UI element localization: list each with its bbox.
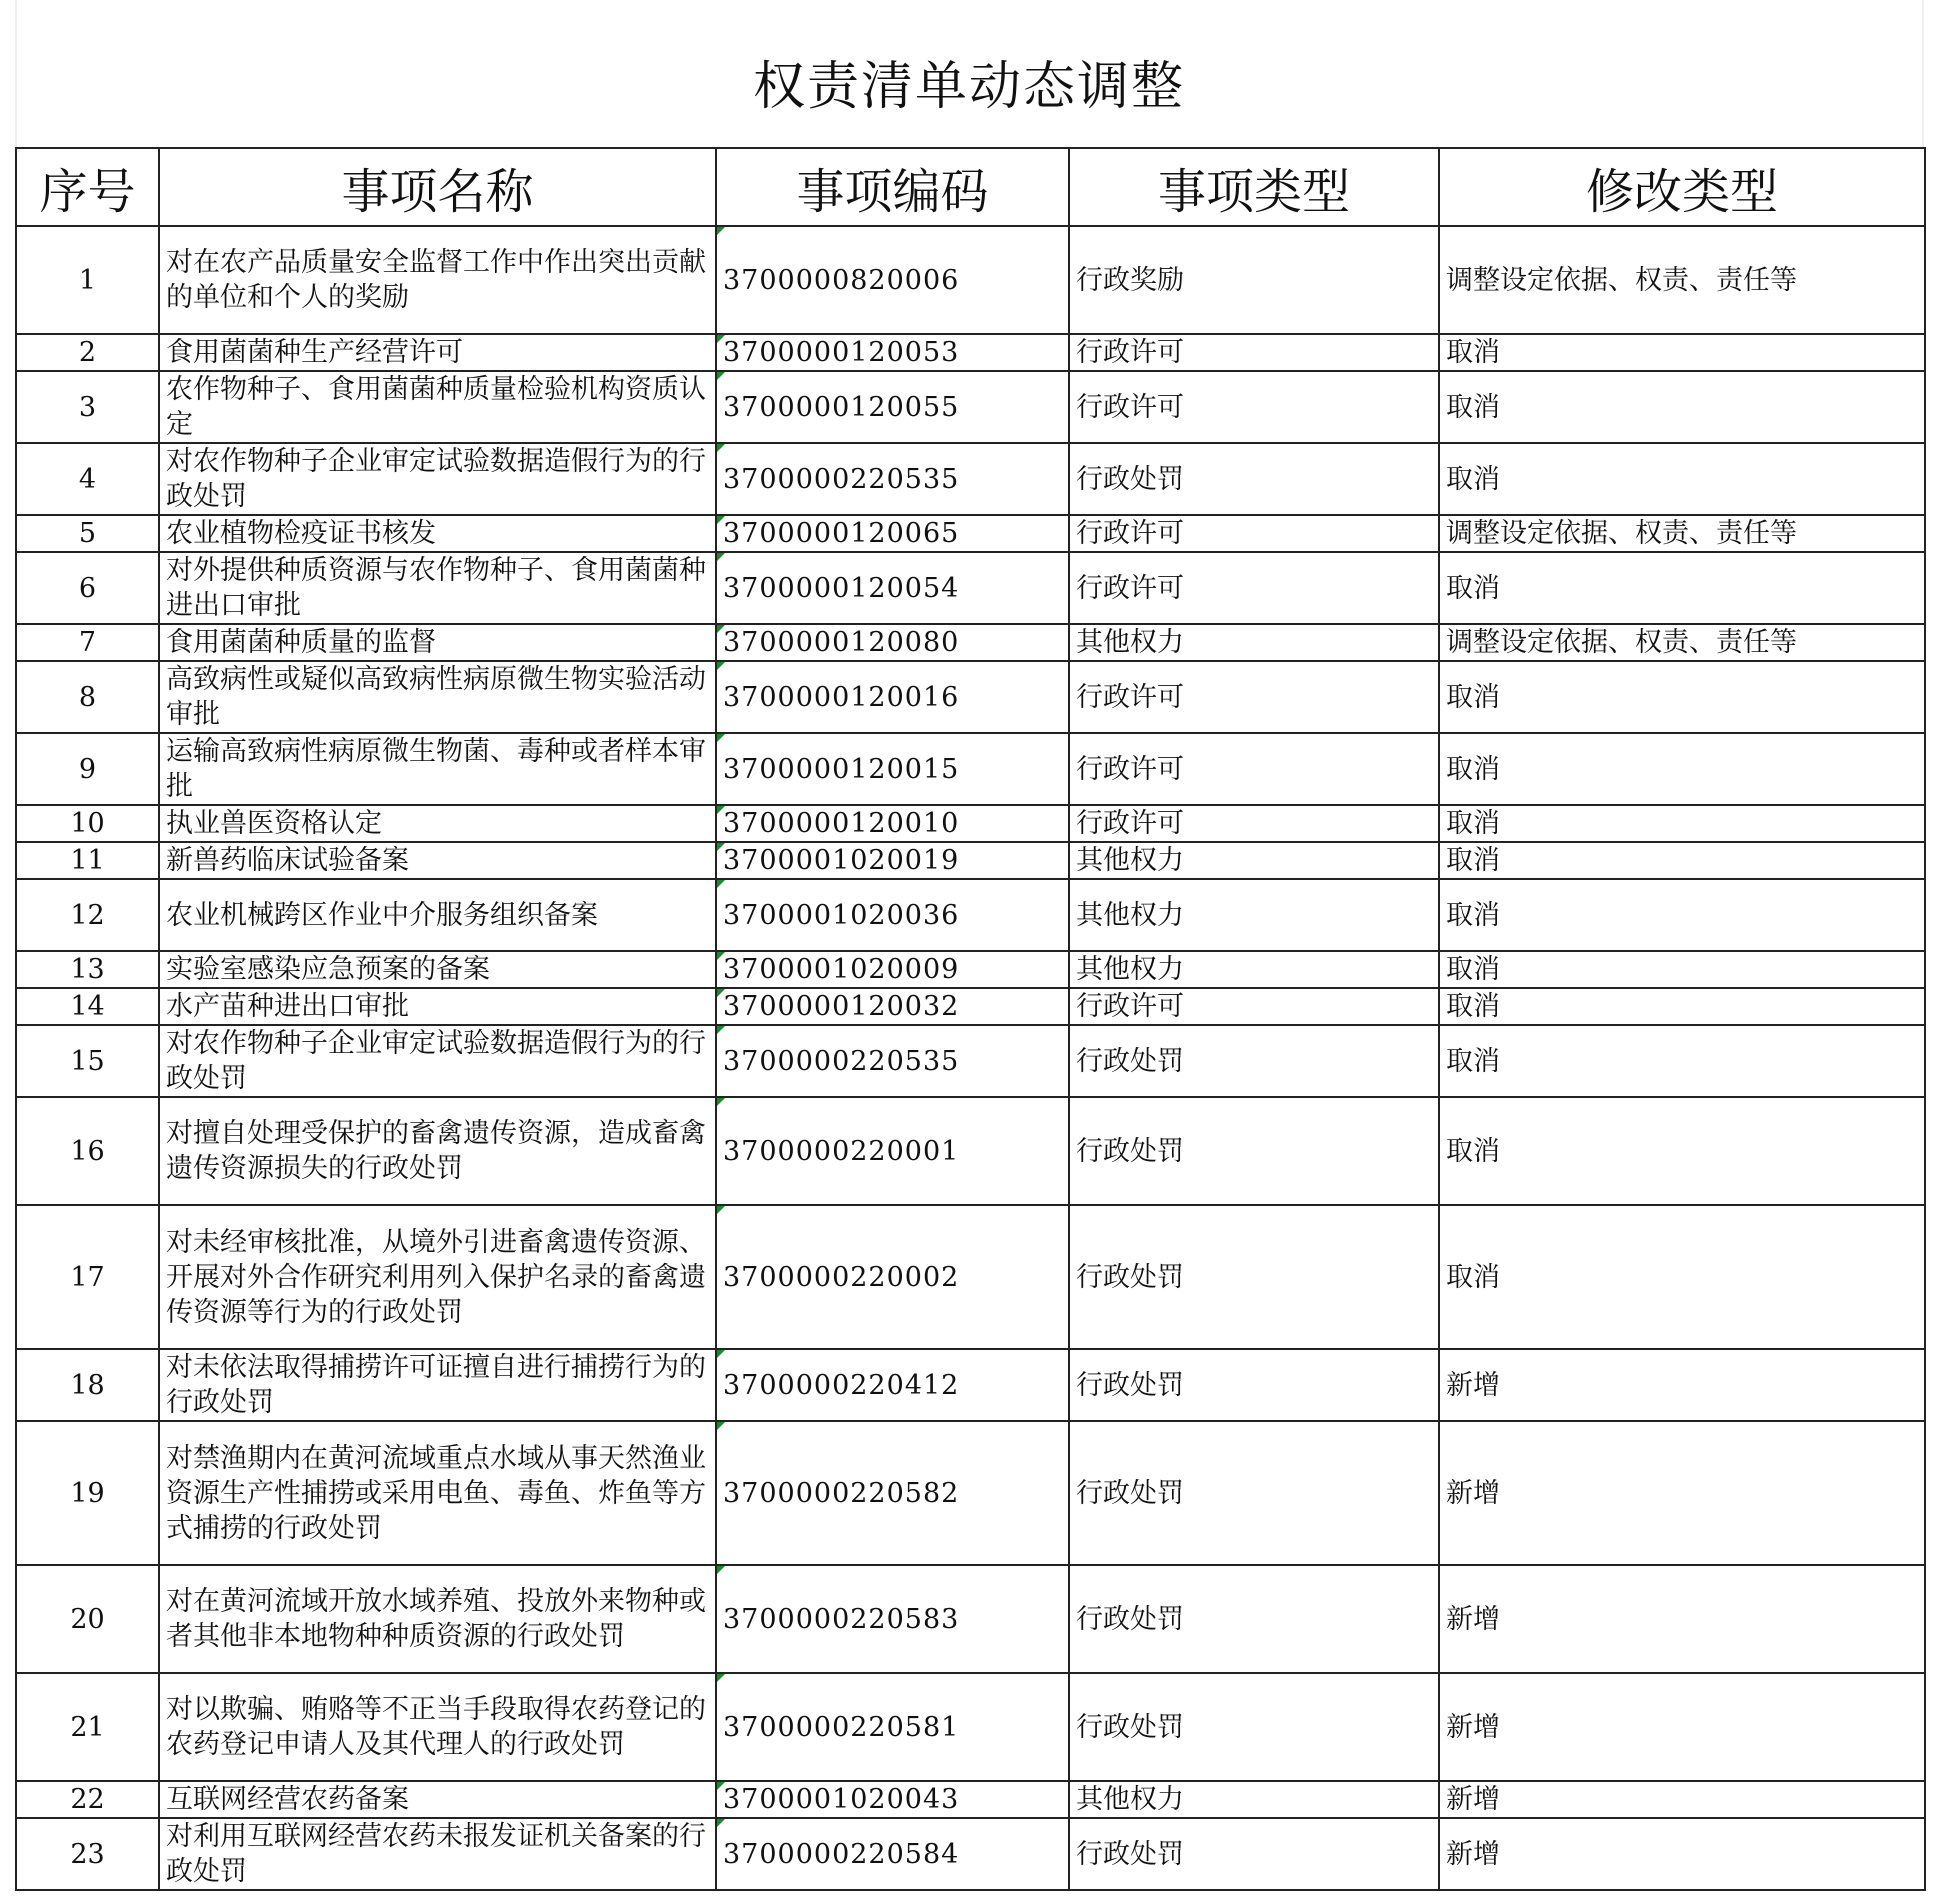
cell-no[interactable]: 23 bbox=[16, 1818, 159, 1890]
cell-name[interactable]: 对在农产品质量安全监督工作中作出突出贡献的单位和个人的奖励 bbox=[159, 226, 716, 334]
cell-code-text: 3700000120010 bbox=[723, 808, 960, 839]
cell-change[interactable]: 取消 bbox=[1439, 842, 1925, 879]
cell-no[interactable]: 5 bbox=[16, 515, 159, 552]
table-row bbox=[16, 515, 1925, 552]
cell-type[interactable]: 行政许可 bbox=[1069, 733, 1439, 805]
cell-type[interactable]: 行政处罚 bbox=[1069, 1349, 1439, 1421]
cell-name[interactable]: 互联网经营农药备案 bbox=[159, 1781, 716, 1818]
cell-type[interactable]: 其他权力 bbox=[1069, 879, 1439, 951]
cell-name[interactable]: 对农作物种子企业审定试验数据造假行为的行政处罚 bbox=[159, 443, 716, 515]
cell-change[interactable]: 取消 bbox=[1439, 334, 1925, 371]
cell-code[interactable] bbox=[716, 1025, 1069, 1097]
table-row bbox=[16, 661, 1925, 733]
cell-type[interactable]: 行政奖励 bbox=[1069, 226, 1439, 334]
cell-code[interactable] bbox=[716, 371, 1069, 443]
cell-note-marker bbox=[717, 989, 725, 997]
table-row bbox=[16, 842, 1925, 879]
table-row bbox=[16, 443, 1925, 515]
cell-no[interactable]: 9 bbox=[16, 733, 159, 805]
table-row bbox=[16, 1781, 1925, 1818]
cell-no[interactable]: 8 bbox=[16, 661, 159, 733]
cell-code[interactable] bbox=[716, 1565, 1069, 1673]
cell-note-marker bbox=[717, 952, 725, 960]
table-row bbox=[16, 226, 1925, 334]
cell-type[interactable]: 行政处罚 bbox=[1069, 443, 1439, 515]
cell-type[interactable]: 行政许可 bbox=[1069, 805, 1439, 842]
cell-note-marker bbox=[717, 372, 725, 380]
cell-code-text: 3700000220412 bbox=[723, 1369, 960, 1401]
page-title: 权责清单动态调整 bbox=[752, 57, 1185, 117]
cell-change[interactable]: 取消 bbox=[1439, 733, 1925, 805]
cell-code[interactable] bbox=[716, 805, 1069, 842]
table-row bbox=[16, 1565, 1925, 1673]
cell-type[interactable]: 行政处罚 bbox=[1069, 1097, 1439, 1205]
cell-note-marker bbox=[717, 1566, 725, 1574]
cell-no[interactable]: 15 bbox=[16, 1025, 159, 1097]
header-name: 事项名称 bbox=[159, 148, 716, 226]
cell-type[interactable]: 行政许可 bbox=[1069, 334, 1439, 371]
cell-type[interactable]: 行政处罚 bbox=[1069, 1565, 1439, 1673]
cell-code-text: 3700000120016 bbox=[723, 681, 960, 713]
cell-code-text: 3700000220581 bbox=[723, 1711, 960, 1743]
cell-note-marker bbox=[717, 1206, 725, 1214]
cell-name[interactable]: 对在黄河流域开放水域养殖、投放外来物种或者其他非本地物种种质资源的行政处罚 bbox=[159, 1565, 716, 1673]
cell-type[interactable]: 行政处罚 bbox=[1069, 1025, 1439, 1097]
cell-change[interactable]: 取消 bbox=[1439, 879, 1925, 951]
cell-type[interactable]: 其他权力 bbox=[1069, 624, 1439, 661]
cell-name[interactable]: 对以欺骗、贿赂等不正当手段取得农药登记的农药登记申请人及其代理人的行政处罚 bbox=[159, 1673, 716, 1781]
cell-note-marker bbox=[717, 553, 725, 561]
cell-code[interactable] bbox=[716, 1818, 1069, 1890]
header-row bbox=[16, 148, 1925, 226]
cell-code[interactable] bbox=[716, 661, 1069, 733]
cell-code[interactable] bbox=[716, 226, 1069, 334]
cell-change[interactable]: 取消 bbox=[1439, 1097, 1925, 1205]
cell-name[interactable]: 农业机械跨区作业中介服务组织备案 bbox=[159, 879, 716, 951]
cell-no[interactable]: 11 bbox=[16, 842, 159, 879]
cell-change[interactable]: 新增 bbox=[1439, 1673, 1925, 1781]
cell-note-marker bbox=[717, 444, 725, 452]
table-row bbox=[16, 1025, 1925, 1097]
cell-code[interactable] bbox=[716, 879, 1069, 951]
cell-note-marker bbox=[717, 227, 725, 235]
cell-name[interactable]: 高致病性或疑似高致病性病原微生物实验活动审批 bbox=[159, 661, 716, 733]
cell-note-marker bbox=[717, 734, 725, 742]
cell-name[interactable]: 执业兽医资格认定 bbox=[159, 805, 716, 842]
cell-code-text: 3700000120032 bbox=[723, 991, 960, 1022]
cell-name[interactable]: 对禁渔期内在黄河流域重点水域从事天然渔业资源生产性捕捞或采用电鱼、毒鱼、炸鱼等方式捕捞的行政处罚 bbox=[159, 1421, 716, 1565]
cell-code-text: 3700000120054 bbox=[723, 572, 960, 604]
cell-code-text: 3700000120080 bbox=[723, 627, 960, 658]
cell-note-marker bbox=[717, 516, 725, 524]
cell-no[interactable]: 6 bbox=[16, 552, 159, 624]
cell-name[interactable]: 农作物种子、食用菌菌种质量检验机构资质认定 bbox=[159, 371, 716, 443]
cell-change[interactable]: 取消 bbox=[1439, 951, 1925, 988]
cell-code-text: 3700001020036 bbox=[723, 899, 960, 931]
cell-code[interactable] bbox=[716, 951, 1069, 988]
cell-change[interactable]: 调整设定依据、权责、责任等 bbox=[1439, 624, 1925, 661]
cell-name[interactable]: 食用菌菌种生产经营许可 bbox=[159, 334, 716, 371]
cell-name[interactable]: 实验室感染应急预案的备案 bbox=[159, 951, 716, 988]
table-row bbox=[16, 733, 1925, 805]
cell-no[interactable]: 14 bbox=[16, 988, 159, 1025]
cell-type[interactable]: 行政处罚 bbox=[1069, 1421, 1439, 1565]
cell-code-text: 3700000220583 bbox=[723, 1603, 960, 1635]
cell-no[interactable]: 13 bbox=[16, 951, 159, 988]
cell-change[interactable]: 取消 bbox=[1439, 552, 1925, 624]
cell-no[interactable]: 10 bbox=[16, 805, 159, 842]
table-row bbox=[16, 624, 1925, 661]
cell-no[interactable]: 21 bbox=[16, 1673, 159, 1781]
cell-code-text: 3700001020043 bbox=[723, 1784, 960, 1815]
cell-no[interactable]: 19 bbox=[16, 1421, 159, 1565]
cell-change[interactable]: 取消 bbox=[1439, 805, 1925, 842]
cell-change[interactable]: 取消 bbox=[1439, 661, 1925, 733]
cell-code[interactable] bbox=[716, 1673, 1069, 1781]
cell-no[interactable]: 1 bbox=[16, 226, 159, 334]
cell-type[interactable]: 其他权力 bbox=[1069, 951, 1439, 988]
cell-no[interactable]: 12 bbox=[16, 879, 159, 951]
cell-note-marker bbox=[717, 625, 725, 633]
cell-name[interactable]: 对未经审核批准，从境外引进畜禽遗传资源、开展对外合作研究利用列入保护名录的畜禽遗传资源等行为的行政处罚 bbox=[159, 1205, 716, 1349]
table-row bbox=[16, 988, 1925, 1025]
cell-no[interactable]: 17 bbox=[16, 1205, 159, 1349]
cell-note-marker bbox=[717, 335, 725, 343]
cell-change[interactable]: 新增 bbox=[1439, 1565, 1925, 1673]
cell-name[interactable]: 水产苗种进出口审批 bbox=[159, 988, 716, 1025]
cell-note-marker bbox=[717, 1422, 725, 1430]
cell-name[interactable]: 对农作物种子企业审定试验数据造假行为的行政处罚 bbox=[159, 1025, 716, 1097]
cell-name[interactable]: 对擅自处理受保护的畜禽遗传资源，造成畜禽遗传资源损失的行政处罚 bbox=[159, 1097, 716, 1205]
cell-code[interactable] bbox=[716, 1781, 1069, 1818]
cell-no[interactable]: 7 bbox=[16, 624, 159, 661]
cell-code[interactable] bbox=[716, 1421, 1069, 1565]
cell-code-text: 3700000220582 bbox=[723, 1477, 960, 1509]
cell-code-text: 3700000220584 bbox=[723, 1838, 960, 1870]
cell-code[interactable] bbox=[716, 842, 1069, 879]
cell-note-marker bbox=[717, 1782, 725, 1790]
cell-note-marker bbox=[717, 880, 725, 888]
cell-no[interactable]: 22 bbox=[16, 1781, 159, 1818]
header-change: 修改类型 bbox=[1439, 148, 1925, 226]
cell-name[interactable]: 运输高致病性病原微生物菌、毒种或者样本审批 bbox=[159, 733, 716, 805]
header-type: 事项类型 bbox=[1069, 148, 1439, 226]
table-row bbox=[16, 1818, 1925, 1890]
cell-change[interactable]: 取消 bbox=[1439, 1205, 1925, 1349]
cell-code-text: 3700000220535 bbox=[723, 463, 960, 495]
cell-code-text: 3700000120055 bbox=[723, 391, 960, 423]
table-row bbox=[16, 334, 1925, 371]
table-row bbox=[16, 1097, 1925, 1205]
cell-note-marker bbox=[717, 662, 725, 670]
cell-change[interactable]: 取消 bbox=[1439, 1025, 1925, 1097]
cell-type[interactable]: 行政许可 bbox=[1069, 515, 1439, 552]
cell-name[interactable]: 食用菌菌种质量的监督 bbox=[159, 624, 716, 661]
table-row bbox=[16, 1349, 1925, 1421]
cell-no[interactable]: 3 bbox=[16, 371, 159, 443]
cell-code[interactable] bbox=[716, 624, 1069, 661]
table-row bbox=[16, 1421, 1925, 1565]
cell-change[interactable]: 调整设定依据、权责、责任等 bbox=[1439, 515, 1925, 552]
cell-code[interactable] bbox=[716, 733, 1069, 805]
cell-note-marker bbox=[717, 1350, 725, 1358]
cell-no[interactable]: 20 bbox=[16, 1565, 159, 1673]
cell-name[interactable]: 对外提供种质资源与农作物种子、食用菌菌种进出口审批 bbox=[159, 552, 716, 624]
cell-change[interactable]: 取消 bbox=[1439, 443, 1925, 515]
table-body bbox=[16, 226, 1925, 1890]
table-row bbox=[16, 552, 1925, 624]
cell-no[interactable]: 2 bbox=[16, 334, 159, 371]
cell-code[interactable] bbox=[716, 334, 1069, 371]
cell-change[interactable]: 新增 bbox=[1439, 1349, 1925, 1421]
header-code: 事项编码 bbox=[716, 148, 1069, 226]
table-row bbox=[16, 1673, 1925, 1781]
cell-no[interactable]: 4 bbox=[16, 443, 159, 515]
cell-name[interactable]: 农业植物检疫证书核发 bbox=[159, 515, 716, 552]
cell-note-marker bbox=[717, 1674, 725, 1682]
cell-type[interactable]: 行政处罚 bbox=[1069, 1673, 1439, 1781]
cell-type[interactable]: 行政许可 bbox=[1069, 661, 1439, 733]
cell-type[interactable]: 行政许可 bbox=[1069, 552, 1439, 624]
table-row bbox=[16, 371, 1925, 443]
cell-code[interactable] bbox=[716, 1097, 1069, 1205]
cell-code[interactable] bbox=[716, 1205, 1069, 1349]
cell-change[interactable]: 新增 bbox=[1439, 1421, 1925, 1565]
cell-code-text: 3700000220001 bbox=[723, 1135, 960, 1167]
cell-type[interactable]: 行政许可 bbox=[1069, 371, 1439, 443]
cell-note-marker bbox=[717, 843, 725, 851]
cell-code-text: 3700000120015 bbox=[723, 753, 960, 785]
cell-code[interactable] bbox=[716, 1349, 1069, 1421]
cell-note-marker bbox=[717, 1098, 725, 1106]
cell-code-text: 3700000220535 bbox=[723, 1045, 960, 1077]
cell-code-text: 3700000120053 bbox=[723, 337, 960, 368]
cell-name[interactable]: 新兽药临床试验备案 bbox=[159, 842, 716, 879]
cell-code[interactable] bbox=[716, 515, 1069, 552]
cell-change[interactable]: 新增 bbox=[1439, 1781, 1925, 1818]
cell-note-marker bbox=[717, 806, 725, 814]
cell-code-text: 3700000820006 bbox=[723, 264, 960, 296]
cell-no[interactable]: 18 bbox=[16, 1349, 159, 1421]
cell-code[interactable] bbox=[716, 443, 1069, 515]
cell-name[interactable]: 对未依法取得捕捞许可证擅自进行捕捞行为的行政处罚 bbox=[159, 1349, 716, 1421]
cell-code[interactable] bbox=[716, 552, 1069, 624]
cell-code-text: 3700000220002 bbox=[723, 1261, 960, 1293]
table-row bbox=[16, 879, 1925, 951]
table-row bbox=[16, 1205, 1925, 1349]
cell-type[interactable]: 其他权力 bbox=[1069, 842, 1439, 879]
cell-change[interactable]: 新增 bbox=[1439, 1818, 1925, 1890]
cell-change[interactable]: 取消 bbox=[1439, 371, 1925, 443]
cell-type[interactable]: 行政处罚 bbox=[1069, 1205, 1439, 1349]
cell-no[interactable]: 16 bbox=[16, 1097, 159, 1205]
cell-code[interactable] bbox=[716, 988, 1069, 1025]
table-row bbox=[16, 951, 1925, 988]
cell-code-text: 3700001020009 bbox=[723, 954, 960, 985]
cell-type[interactable]: 其他权力 bbox=[1069, 1781, 1439, 1818]
cell-type[interactable]: 行政处罚 bbox=[1069, 1818, 1439, 1890]
cell-code-text: 3700000120065 bbox=[723, 518, 960, 549]
cell-type[interactable]: 行政许可 bbox=[1069, 988, 1439, 1025]
cell-change[interactable]: 取消 bbox=[1439, 988, 1925, 1025]
table-row bbox=[16, 805, 1925, 842]
cell-change[interactable]: 调整设定依据、权责、责任等 bbox=[1439, 226, 1925, 334]
authority-list-table bbox=[15, 147, 1926, 1891]
cell-name[interactable]: 对利用互联网经营农药未报发证机关备案的行政处罚 bbox=[159, 1818, 716, 1890]
cell-note-marker bbox=[717, 1026, 725, 1034]
cell-note-marker bbox=[717, 1819, 725, 1827]
header-no: 序号 bbox=[16, 148, 159, 226]
cell-code-text: 3700001020019 bbox=[723, 845, 960, 876]
